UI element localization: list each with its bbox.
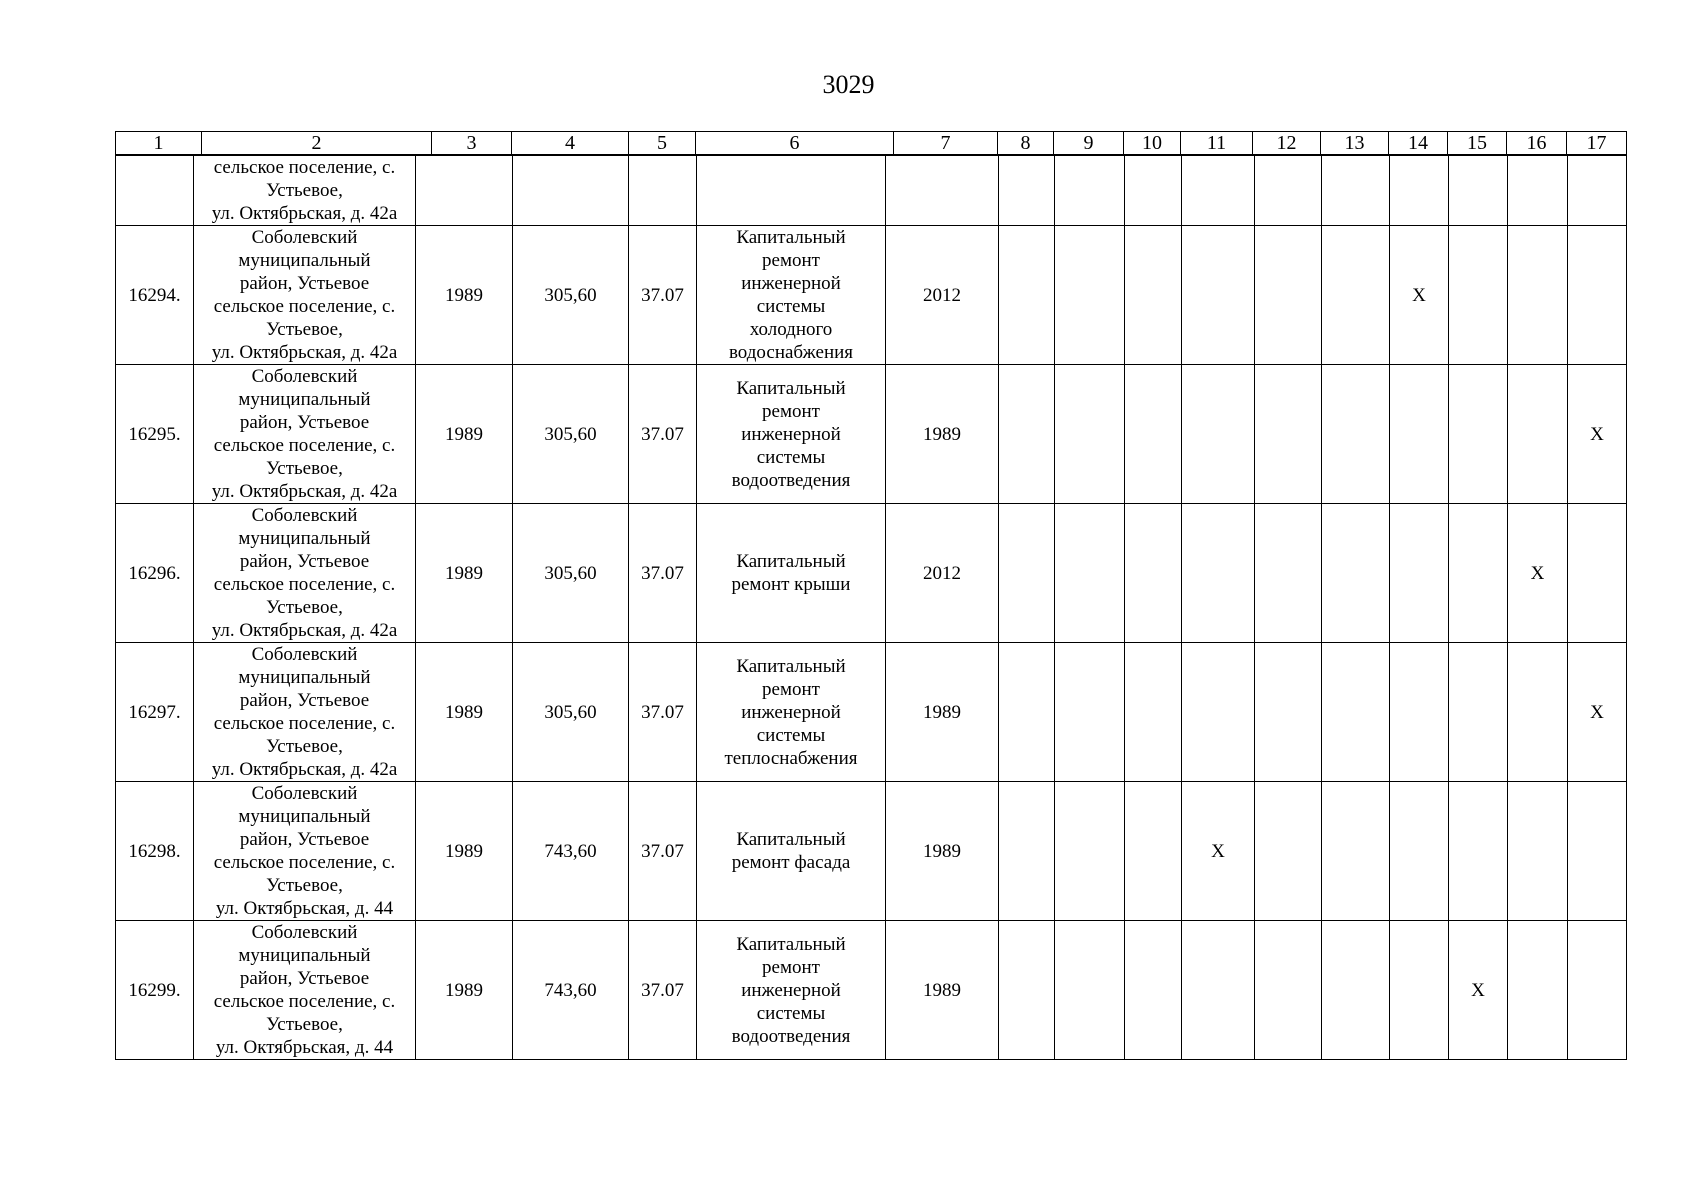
row-id-cell: 16298. [116,782,194,921]
empty-cell [1322,156,1390,226]
table-row [116,643,1627,782]
table-row [116,782,1627,921]
address-cell-line: Устьевое, [266,1014,343,1035]
column-header: 1 [116,132,202,155]
empty-cell [1182,504,1255,643]
area-cell: 305,60 [513,226,629,365]
row-id-cell: 16297. [116,643,194,782]
area-cell: 305,60 [513,504,629,643]
empty-cell [1508,156,1568,226]
empty-cell [1449,782,1508,921]
address-cell-line: район, Устьевое [239,829,370,850]
empty-cell [1182,156,1255,226]
empty-cell [1508,921,1568,1060]
empty-cell [1568,156,1627,226]
empty-cell [1125,643,1182,782]
column-header: 5 [629,132,696,155]
address-cell-line: район, Устьевое [239,968,370,989]
empty-cell [513,156,629,226]
empty-cell [1182,643,1255,782]
empty-cell [629,156,697,226]
work-type-cell-line: ремонт [762,678,820,700]
empty-cell [1255,921,1322,1060]
work-type-cell-line: системы [756,724,826,746]
address-cell-line: сельское поселение, с. [213,991,396,1012]
mark-cell: X [1568,365,1627,504]
empty-cell [1390,643,1449,782]
year-col7-cell: 1989 [886,782,999,921]
column-header: 14 [1389,132,1448,155]
address-cell-line: Соболевский [251,505,358,526]
empty-cell [1322,643,1390,782]
table-row [116,365,1627,504]
address-cell [194,365,416,504]
address-cell-line: район, Устьевое [239,412,370,433]
year-cell: 1989 [416,643,513,782]
work-type-cell-line: инженерной [741,701,841,723]
empty-cell [1390,921,1449,1060]
year-cell: 1989 [416,782,513,921]
empty-cell [1322,226,1390,365]
empty-cell [1449,643,1508,782]
year-col7-cell: 1989 [886,365,999,504]
work-type-cell-line: Капитальный [736,377,846,399]
work-type-cell-line: водоотведения [731,1025,851,1047]
address-cell-line: ул. Октябрьская, д. 42а [211,203,398,224]
work-type-cell [697,921,886,1060]
column-header: 17 [1567,132,1627,155]
work-type-cell-line: ремонт крыши [731,574,851,595]
address-cell-line: Соболевский [251,922,358,943]
empty-cell [1055,921,1125,1060]
address-cell-line: Устьевое, [266,319,343,340]
empty-cell [697,156,886,226]
empty-cell [1449,504,1508,643]
address-cell-line: Соболевский [251,366,358,387]
header-table [115,131,1627,155]
empty-cell [1055,365,1125,504]
column-header: 10 [1124,132,1181,155]
mark-cell: X [1390,226,1449,365]
address-cell-line: Устьевое, [266,180,343,201]
work-type-cell [697,365,886,504]
column-header: 9 [1054,132,1124,155]
empty-cell [1508,365,1568,504]
address-cell-line: Устьевое, [266,597,343,618]
address-cell-line: Соболевский [251,227,358,248]
empty-cell [1449,365,1508,504]
work-type-cell [697,226,886,365]
empty-cell [1125,226,1182,365]
empty-cell [1255,365,1322,504]
year-cell: 1989 [416,921,513,1060]
address-cell [194,156,416,226]
empty-cell [1182,921,1255,1060]
empty-cell [999,504,1055,643]
work-type-cell-line: ремонт [762,250,820,271]
empty-cell [1255,643,1322,782]
empty-cell [1449,156,1508,226]
work-type-cell-line: Капитальный [736,551,846,572]
mark-cell: X [1182,782,1255,921]
table-row-continued [116,156,1627,226]
empty-cell [1125,365,1182,504]
address-cell-line: Устьевое, [266,736,343,757]
address-cell-line: ул. Октябрьская, д. 44 [215,898,394,919]
address-cell-line: сельское поселение, с. [213,574,396,595]
column-header: 15 [1448,132,1507,155]
column-header: 11 [1181,132,1253,155]
data-table [115,155,1627,1060]
work-type-cell-line: ремонт [762,956,820,978]
wear-cell: 37.07 [629,226,697,365]
empty-cell [1182,365,1255,504]
empty-cell [1322,921,1390,1060]
work-type-cell-line: Капитальный [736,227,846,248]
empty-cell [1055,643,1125,782]
address-cell-line: сельское поселение, с. [213,157,396,178]
work-type-cell-line: водоснабжения [728,342,854,363]
address-cell-line: Соболевский [251,783,358,804]
work-type-cell-line: ремонт [762,400,820,422]
work-type-cell-line: Капитальный [736,829,846,850]
area-cell: 305,60 [513,365,629,504]
address-cell-line: Устьевое, [266,875,343,896]
address-cell-line: Соболевский [251,644,358,665]
empty-cell [999,226,1055,365]
area-cell: 743,60 [513,782,629,921]
table-row [116,921,1627,1060]
column-header: 13 [1321,132,1389,155]
address-cell-line: ул. Октябрьская, д. 42а [211,342,398,363]
work-type-cell-line: холодного [749,319,833,340]
address-cell-line: муниципальный [238,389,371,410]
row-id-cell: 16299. [116,921,194,1060]
empty-cell [1390,365,1449,504]
work-type-cell-line: системы [756,446,826,468]
empty-cell [1568,782,1627,921]
address-cell-line: район, Устьевое [239,690,370,711]
column-header: 3 [432,132,512,155]
year-col7-cell: 2012 [886,504,999,643]
column-header: 6 [696,132,894,155]
empty-cell [999,921,1055,1060]
row-id-cell: 16295. [116,365,194,504]
work-type-cell [697,643,886,782]
address-cell-line: сельское поселение, с. [213,435,396,456]
empty-cell [1322,782,1390,921]
address-cell [194,921,416,1060]
work-type-cell [697,504,886,643]
empty-cell [1508,782,1568,921]
empty-cell [1322,365,1390,504]
year-col7-cell: 2012 [886,226,999,365]
empty-cell [1508,226,1568,365]
address-cell [194,504,416,643]
wear-cell: 37.07 [629,643,697,782]
address-cell-line: ул. Октябрьская, д. 44 [215,1037,394,1058]
wear-cell: 37.07 [629,782,697,921]
empty-cell [1055,226,1125,365]
empty-cell [1322,504,1390,643]
empty-cell [1390,504,1449,643]
address-cell-line: муниципальный [238,806,371,827]
address-cell-line: сельское поселение, с. [213,852,396,873]
row-id-cell: 16294. [116,226,194,365]
empty-cell [1255,226,1322,365]
wear-cell: 37.07 [629,365,697,504]
empty-cell [1182,226,1255,365]
empty-cell [1125,504,1182,643]
empty-cell [1255,782,1322,921]
empty-cell [999,782,1055,921]
address-cell [194,643,416,782]
wear-cell: 37.07 [629,504,697,643]
work-type-cell-line: системы [756,1002,826,1024]
address-cell-line: муниципальный [238,945,371,966]
empty-cell [1449,226,1508,365]
work-type-cell-line: инженерной [741,979,841,1001]
work-type-cell-line: системы [756,296,826,317]
address-cell-line: район, Устьевое [239,551,370,572]
empty-cell [1568,504,1627,643]
empty-cell [1055,156,1125,226]
year-cell: 1989 [416,504,513,643]
table-row [116,504,1627,643]
column-header: 4 [512,132,629,155]
work-type-cell-line: водоотведения [731,469,851,491]
area-cell: 305,60 [513,643,629,782]
empty-cell [1508,643,1568,782]
empty-cell [1568,921,1627,1060]
row-id-cell [116,156,194,226]
mark-cell: X [1568,643,1627,782]
address-cell [194,226,416,365]
empty-cell [999,643,1055,782]
address-cell-line: ул. Октябрьская, д. 42а [211,620,398,641]
column-header: 8 [998,132,1054,155]
column-header: 16 [1507,132,1567,155]
year-cell: 1989 [416,226,513,365]
work-type-cell-line: Капитальный [736,933,846,955]
year-col7-cell: 1989 [886,921,999,1060]
empty-cell [1125,921,1182,1060]
year-col7-cell: 1989 [886,643,999,782]
address-cell-line: муниципальный [238,667,371,688]
column-header: 12 [1253,132,1321,155]
header-row [116,132,1627,155]
mark-cell: X [1508,504,1568,643]
column-header: 7 [894,132,998,155]
address-cell-line: муниципальный [238,250,371,271]
empty-cell [1125,782,1182,921]
wear-cell: 37.07 [629,921,697,1060]
empty-cell [999,365,1055,504]
work-type-cell-line: теплоснабжения [724,747,858,769]
column-header: 2 [202,132,432,155]
row-id-cell: 16296. [116,504,194,643]
work-type-cell [697,782,886,921]
work-type-cell-line: ремонт фасада [731,852,851,873]
address-cell-line: муниципальный [238,528,371,549]
empty-cell [1390,156,1449,226]
address-cell-line: район, Устьевое [239,273,370,294]
empty-cell [999,156,1055,226]
empty-cell [1055,782,1125,921]
table-row [116,226,1627,365]
empty-cell [1568,226,1627,365]
address-cell [194,782,416,921]
address-cell-line: сельское поселение, с. [213,296,396,317]
address-cell-line: Устьевое, [266,458,343,479]
year-cell: 1989 [416,365,513,504]
area-cell: 743,60 [513,921,629,1060]
work-type-cell-line: Капитальный [736,655,846,677]
empty-cell [1255,156,1322,226]
empty-cell [1255,504,1322,643]
address-cell-line: сельское поселение, с. [213,713,396,734]
empty-cell [1055,504,1125,643]
address-cell-line: ул. Октябрьская, д. 42а [211,481,398,502]
work-type-cell-line: инженерной [741,273,841,294]
mark-cell: X [1449,921,1508,1060]
address-cell-line: ул. Октябрьская, д. 42а [211,759,398,780]
empty-cell [886,156,999,226]
empty-cell [416,156,513,226]
page-number: 3029 [822,70,875,99]
empty-cell [1390,782,1449,921]
work-type-cell-line: инженерной [741,423,841,445]
empty-cell [1125,156,1182,226]
